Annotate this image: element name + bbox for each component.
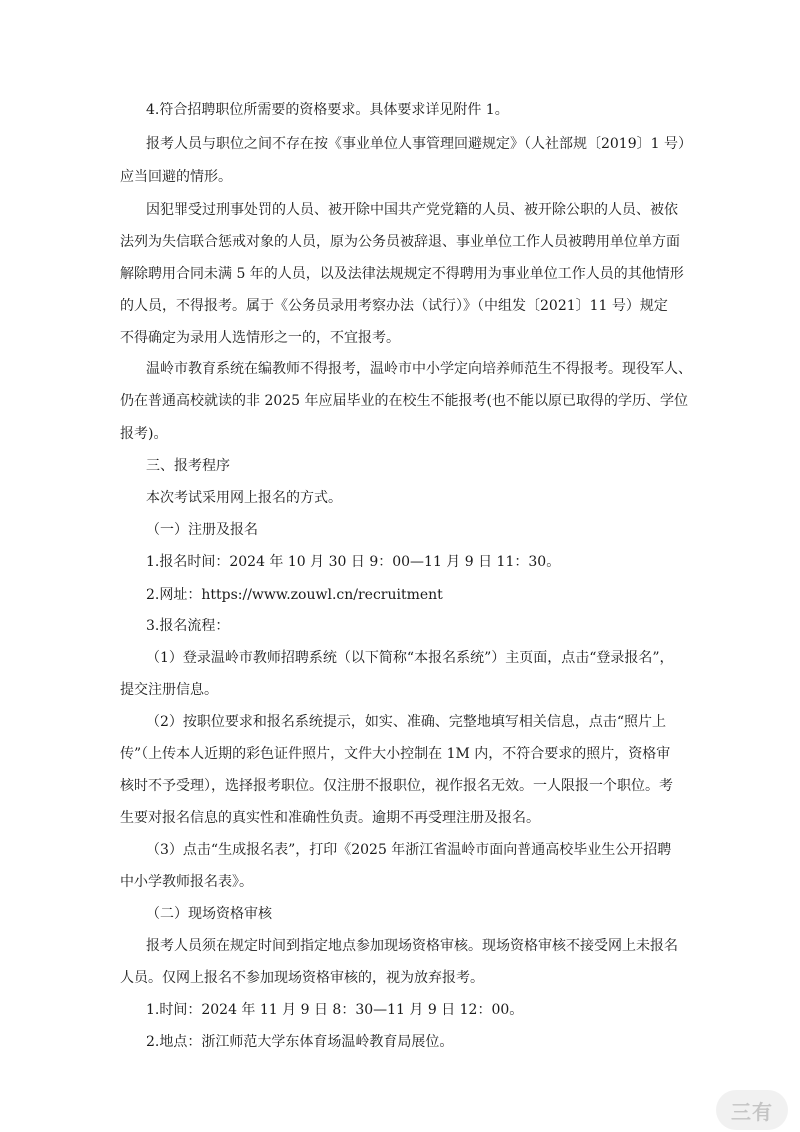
text-line: 报考)。	[120, 426, 168, 442]
section-heading: 三、报考程序	[146, 458, 230, 474]
text-line: 3.报名流程：	[146, 618, 230, 634]
text-line: 仍在普通高校就读的非 2025 年应届毕业的在校生不能报考(也不能以原已取得的学历、学位	[120, 393, 688, 409]
text-line: 中小学教师报名表》。	[120, 874, 253, 890]
text-line: 提交注册信息。	[120, 682, 218, 698]
text-line: （3）点击“生成报名表”，打印《2025 年浙江省温岭市面向普通高校毕业生公开招聘	[146, 842, 672, 858]
text-line: 的人员，不得报考。属于《公务员录用考察办法（试行）》（中组发〔2021〕11 号）规定	[120, 298, 668, 314]
text-line: 4.符合招聘职位所需要的资格要求。具体要求详见附件 1。	[146, 102, 509, 118]
text-line: 法列为失信联合惩戒对象的人员，原为公务员被辞退、事业单位工作人员被聘用单位单方面	[120, 234, 680, 250]
text-line: 解除聘用合同未满 5 年的人员，以及法律法规规定不得聘用为事业单位工作人员的其他情形	[120, 266, 684, 282]
text-line: 本次考试采用网上报名的方式。	[146, 490, 342, 506]
text-line: 1.报名时间：2024 年 10 月 30 日 9：00—11 月 9 日 11：30。	[146, 554, 561, 570]
text-line: 因犯罪受过刑事处罚的人员、被开除中国共产党党籍的人员、被开除公职的人员、被依	[146, 202, 678, 218]
text-line: 人员。仅网上报名不参加现场资格审核的，视为放弃报考。	[120, 970, 484, 986]
text-line: 1.时间：2024 年 11 月 9 日 8：30—11 月 9 日 12：00。	[146, 1002, 524, 1018]
text-line: 应当回避的情形。	[120, 169, 232, 185]
text-line: 2.网址：https://www.zouwl.cn/recruitment	[146, 587, 443, 603]
text-line: 温岭市教育系统在编教师不得报考，温岭市中小学定向培养师范生不得报考。现役军人、	[146, 361, 692, 377]
text-line: 传”（上传本人近期的彩色证件照片，文件大小控制在 1M 内，不符合要求的照片，资格审	[120, 746, 671, 762]
text-line: 不得确定为录用人选情形之一的，不宜报考。	[120, 330, 400, 346]
subsection-heading: （二）现场资格审核	[146, 906, 272, 922]
watermark-logo: 三有	[716, 1090, 788, 1130]
text-line: 报考人员与职位之间不存在按《事业单位人事管理回避规定》（人社部规〔2019〕1 号）	[146, 136, 692, 152]
text-line: 生要对报名信息的真实性和准确性负责。逾期不再受理注册及报名。	[120, 810, 540, 826]
subsection-heading: （一）注册及报名	[146, 522, 258, 538]
text-line: 报考人员须在规定时间到指定地点参加现场资格审核。现场资格审核不接受网上未报名	[146, 938, 678, 954]
text-line: 2.地点：浙江师范大学东体育场温岭教育局展位。	[146, 1034, 454, 1050]
text-line: （1）登录温岭市教师招聘系统（以下简称“本报名系统”）主页面，点击“登录报名”，	[146, 650, 674, 666]
text-line: 核时不予受理），选择报考职位。仅注册不报职位，视作报名无效。一人限报一个职位。考	[120, 778, 673, 794]
text-line: （2）按职位要求和报名系统提示，如实、准确、完整地填写相关信息，点击“照片上	[146, 714, 667, 730]
